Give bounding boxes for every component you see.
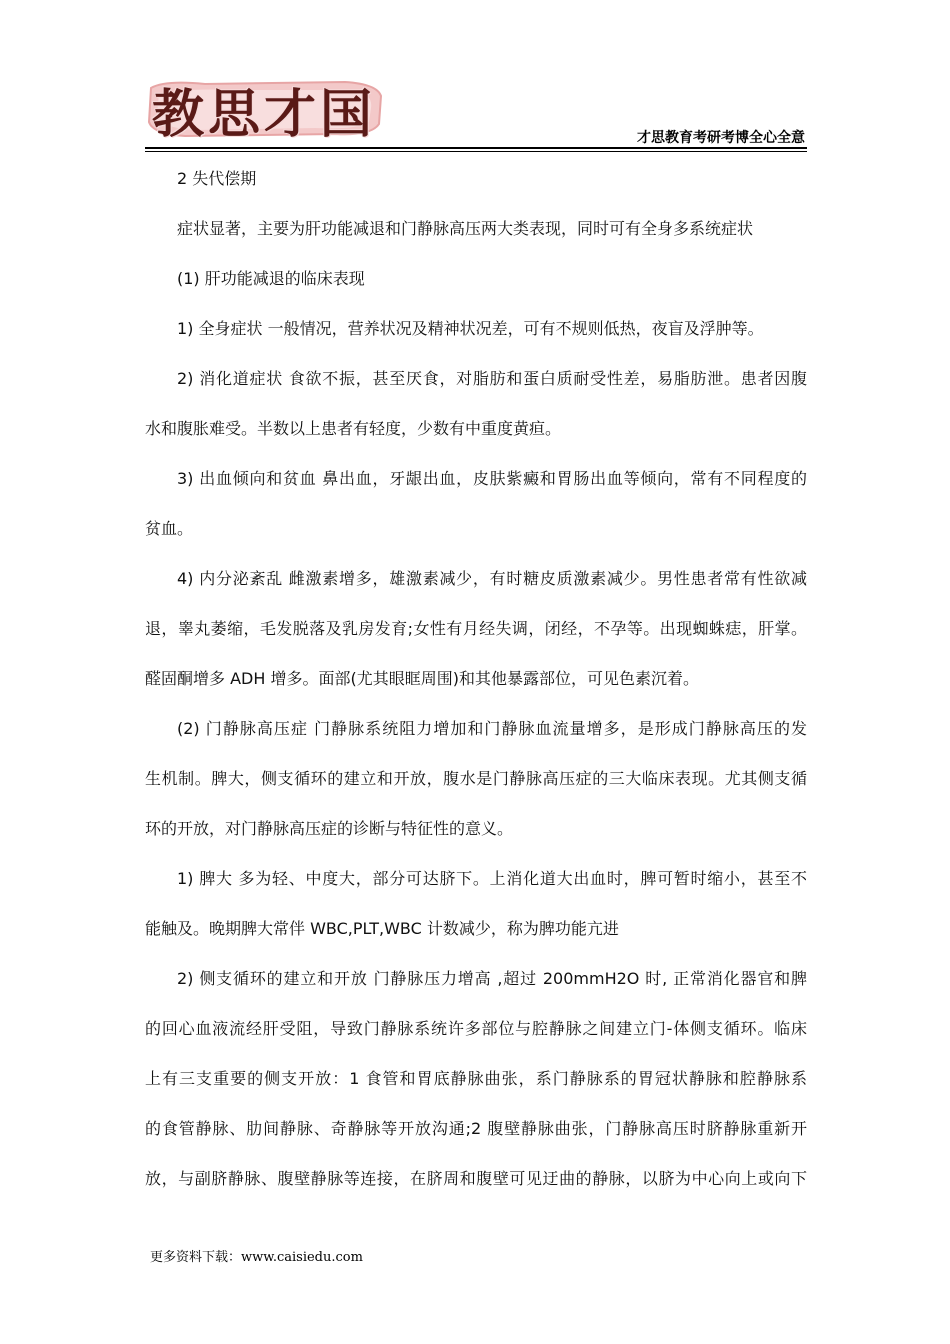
text-line: (2) 门静脉高压症 门静脉系统阻力增加和门静脉血流量增多，是形成门静脉高压的发 [177,719,807,738]
text-line: (1) 肝功能减退的临床表现 [177,269,365,288]
logo-text: 教思才国 [151,84,376,145]
footer-download-link[interactable]: 更多资料下载：www.caisiedu.com [150,1250,363,1265]
text-line: 醛固酮增多 ADH 增多。面部(尤其眼眶周围)和其他暴露部位，可见色素沉着。 [145,669,699,688]
header-slogan: 才思教育考研考博全心全意 [637,130,805,146]
text-line: 2 失代偿期 [177,169,257,188]
header-divider-thick [145,147,807,149]
page-header [0,0,950,160]
text-line: 环的开放，对门静脉高压症的诊断与特征性的意义。 [145,819,514,838]
text-line: 贫血。 [145,519,194,538]
text-line: 生机制。脾大，侧支循环的建立和开放，腹水是门静脉高压症的三大临床表现。尤其侧支循 [145,769,807,788]
text-line: 3) 出血倾向和贫血 鼻出血，牙龈出血，皮肤紫癜和胃肠出血等倾向，常有不同程度的 [177,469,807,488]
text-line: 2) 侧支循环的建立和开放 门静脉压力增高 ,超过 200mmH2O 时, 正常消化器官和脾 [177,969,807,988]
text-line: 1) 脾大 多为轻、中度大，部分可达脐下。上消化道大出血时，脾可暂时缩小，甚至不 [177,869,807,888]
text-line: 放，与副脐静脉、腹壁静脉等连接，在脐周和腹壁可见迂曲的静脉，以脐为中心向上或向下 [145,1169,807,1188]
text-line: 2) 消化道症状 食欲不振，甚至厌食，对脂肪和蛋白质耐受性差，易脂肪泄。患者因腹 [177,369,807,388]
text-line: 能触及。晚期脾大常伴 WBC,PLT,WBC 计数减少，称为脾功能亢进 [145,919,619,938]
text-line: 的食管静脉、肋间静脉、奇静脉等开放沟通;2 腹壁静脉曲张，门静脉高压时脐静脉重新开 [145,1119,807,1138]
text-line: 的回心血液流经肝受阻，导致门静脉系统许多部位与腔静脉之间建立门-体侧支循环。临床 [145,1019,807,1038]
text-line: 4) 内分泌紊乱 雌激素增多，雄激素减少，有时糖皮质激素减少。男性患者常有性欲减 [177,569,807,588]
document-body [145,160,807,1210]
text-line: 1) 全身症状 一般情况，营养状况及精神状况差，可有不规则低热，夜盲及浮肿等。 [177,319,764,338]
text-line: 症状显著，主要为肝功能减退和门静脉高压两大类表现，同时可有全身多系统症状 [177,219,754,238]
text-line: 上有三支重要的侧支开放：1 食管和胃底静脉曲张，系门静脉系的胃冠状静脉和腔静脉系 [145,1069,807,1088]
text-line: 退，睾丸萎缩，毛发脱落及乳房发育;女性有月经失调，闭经，不孕等。出现蜘蛛痣，肝掌。 [145,619,807,638]
text-line: 水和腹胀难受。半数以上患者有轻度，少数有中重度黄疸。 [145,419,562,438]
header-divider-thin [145,151,807,152]
